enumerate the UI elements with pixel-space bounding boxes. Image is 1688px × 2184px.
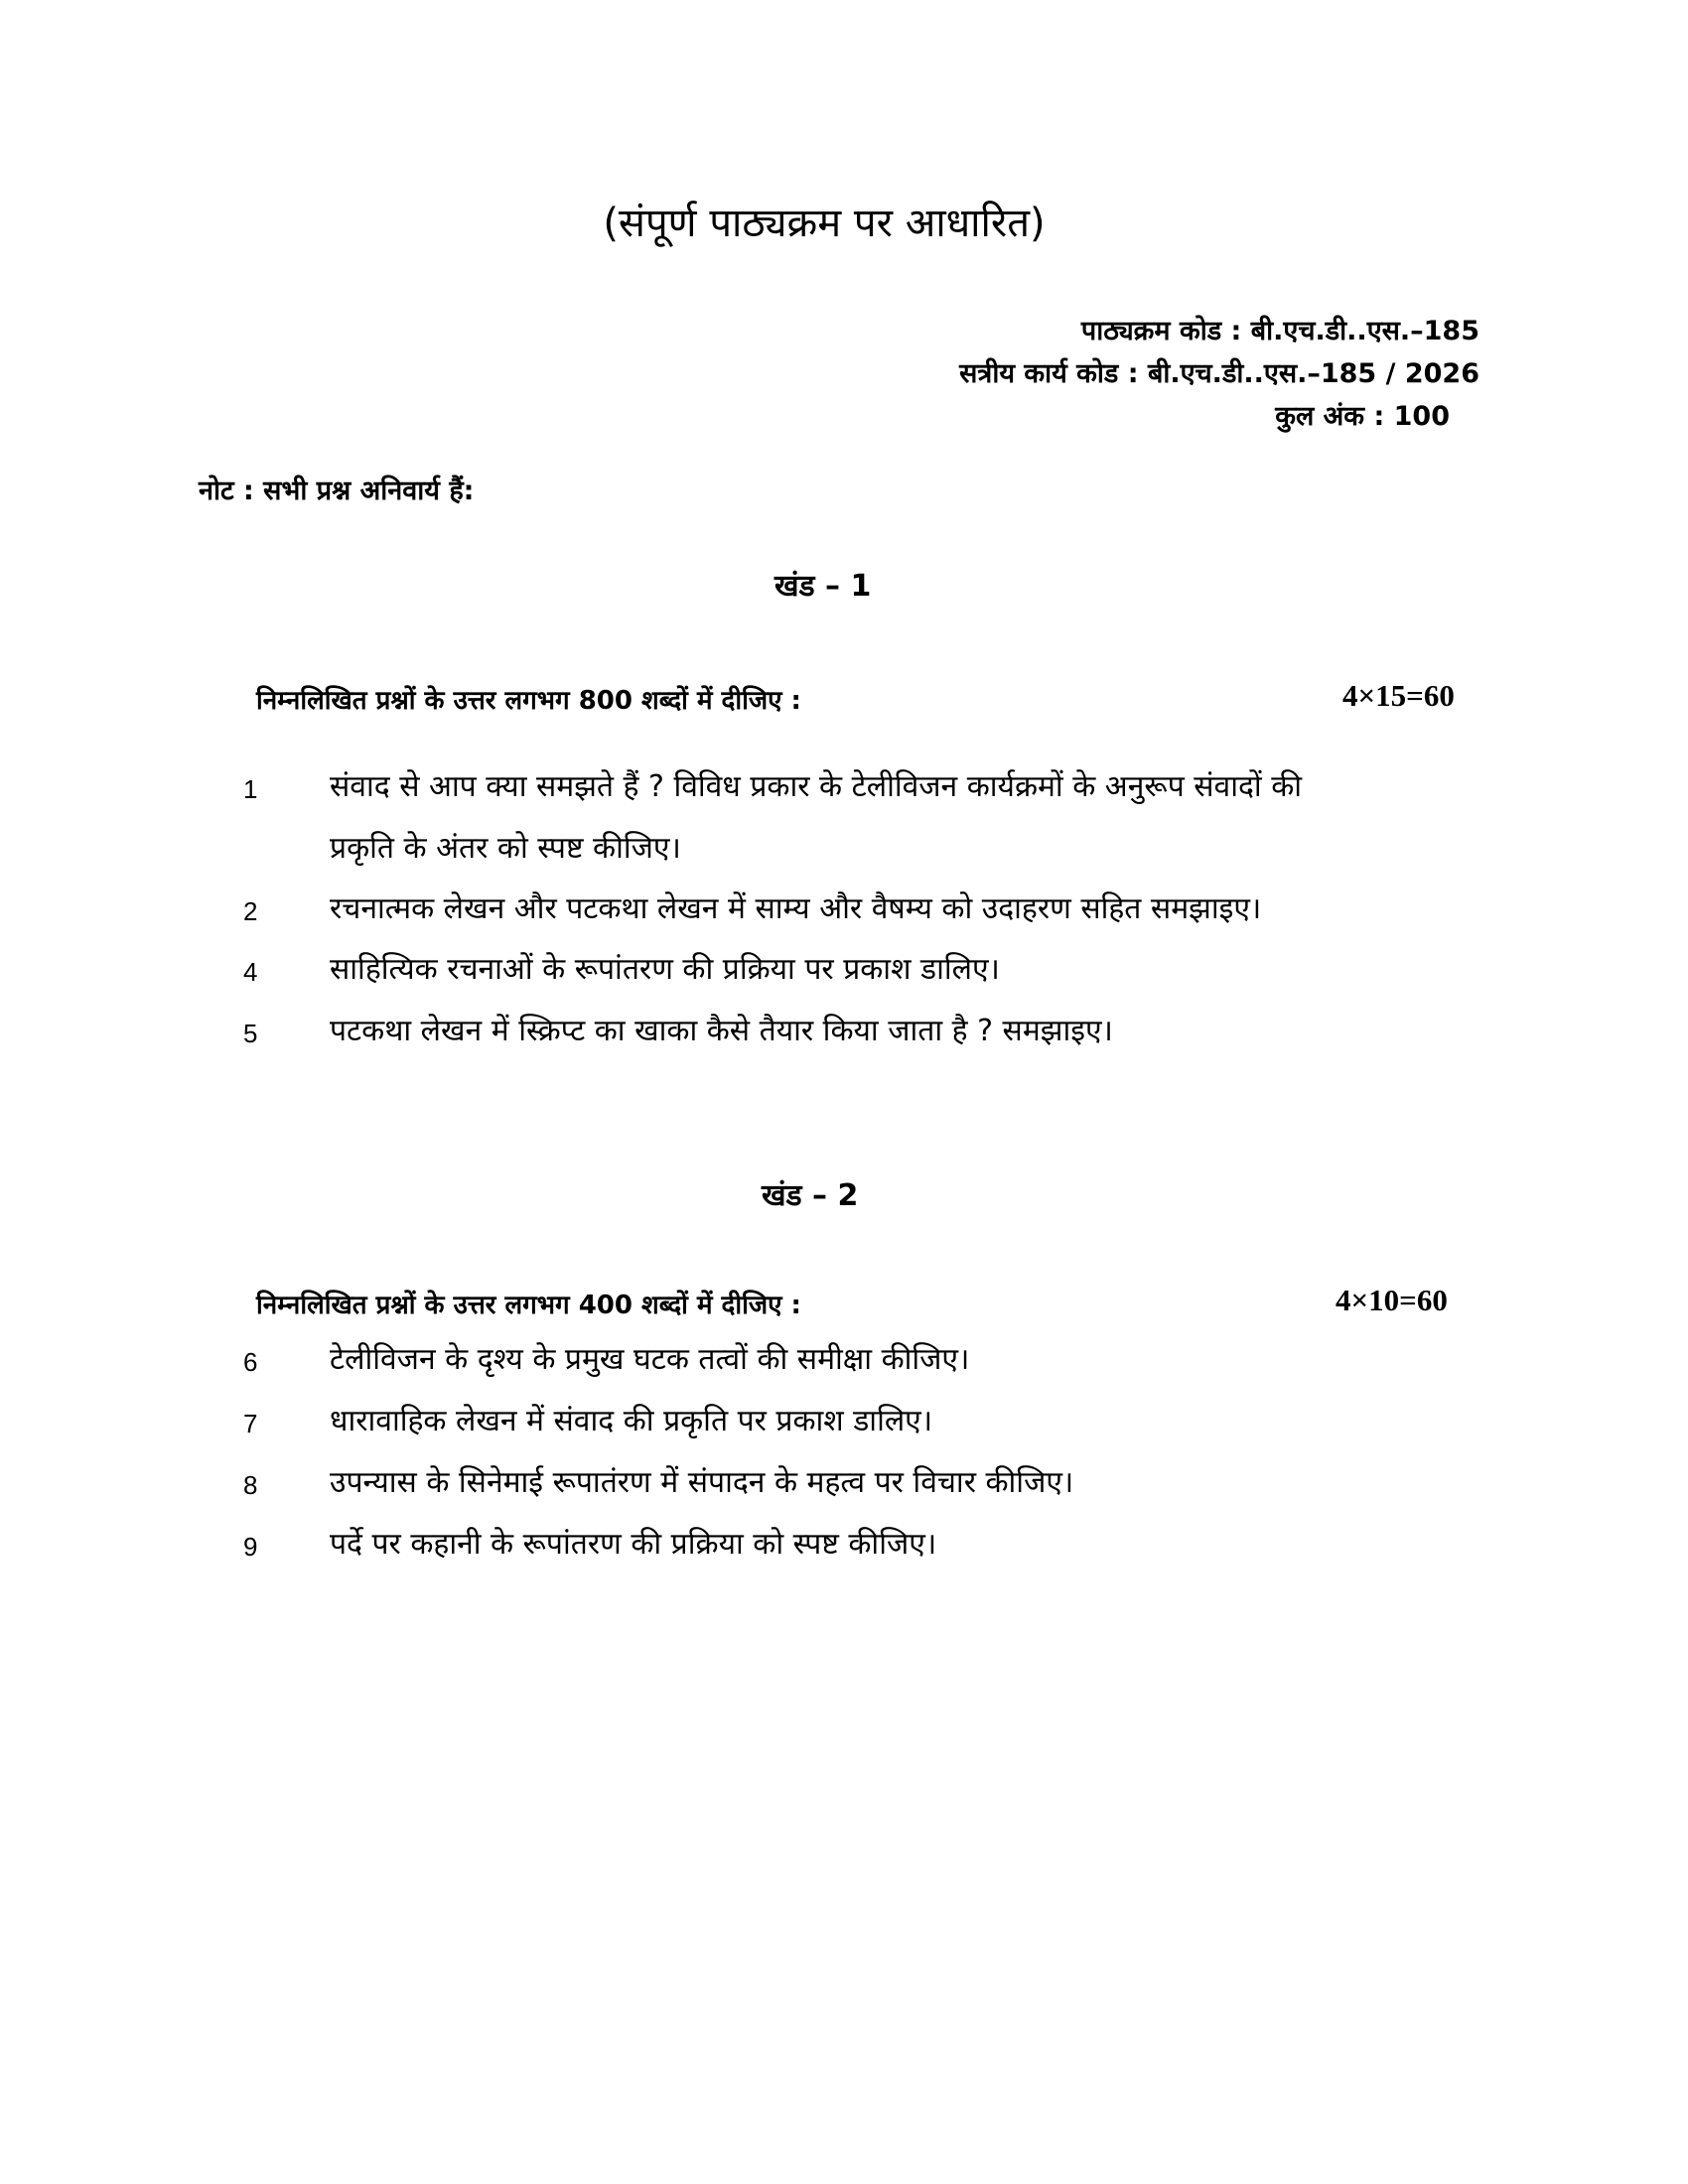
question-text: टेलीविजन के दृश्य के प्रमुख घटक तत्वों की समीक्षा कीजिए। (330, 1342, 970, 1377)
question-number: 1 (243, 774, 258, 804)
section-1-instruction: निम्नलिखित प्रश्नों के उत्तर लगभग 800 शब्दों में दीजिए : (256, 686, 801, 716)
question-text: पर्दे पर कहानी के रूपांतरण की प्रक्रिया को स्पष्ट कीजिए। (330, 1527, 937, 1562)
question-text: उपन्यास के सिनेमाई रूपातंरण में संपादन के महत्व पर विचार कीजिए। (330, 1465, 1074, 1500)
question-number: 4 (243, 957, 258, 987)
total-marks: कुल अंक : 100 (1275, 401, 1450, 432)
section-2-marks: 4×10=60 (1336, 1283, 1448, 1317)
section-2-heading: खंड – 2 (762, 1178, 859, 1213)
question-text: पटकथा लेखन में स्क्रिप्ट का खाका कैसे तैयार किया जाता है ? समझाइए। (330, 1014, 1113, 1048)
section-1-heading: खंड – 1 (774, 569, 872, 604)
section-2-instruction: निम्नलिखित प्रश्नों के उत्तर लगभग 400 शब्दों में दीजिए : (256, 1291, 801, 1320)
question-number: 5 (243, 1019, 258, 1048)
question-number: 9 (243, 1532, 258, 1562)
question-text: साहित्यिक रचनाओं के रूपांतरण की प्रक्रिया पर प्रकाश डालिए। (330, 952, 1000, 987)
question-number: 7 (243, 1409, 258, 1438)
question-text: रचनात्मक लेखन और पटकथा लेखन में साम्य और वैषम्य को उदाहरण सहित समझाइए। (330, 891, 1262, 926)
question-text: संवाद से आप क्या समझते हैं ? विविध प्रकार के टेलीविजन कार्यक्रमों के अनुरूप संवादों की (330, 769, 1303, 804)
question-number: 2 (243, 896, 258, 926)
question-number: 6 (243, 1347, 258, 1377)
question-text-continued: प्रकृति के अंतर को स्पष्ट कीजिए। (330, 831, 681, 866)
note: नोट : सभी प्रश्न अनिवार्य हैं: (199, 476, 475, 506)
section-1-marks: 4×15=60 (1342, 678, 1455, 713)
page-title: (संपूर्ण पाठ्यक्रम पर आधारित) (603, 201, 1046, 246)
assignment-code: सत्रीय कार्य कोड : बी.एच.डी..एस.–185 / 2026 (959, 358, 1479, 389)
question-text: धारावाहिक लेखन में संवाद की प्रकृति पर प्रकाश डालिए। (330, 1404, 933, 1438)
question-number: 8 (243, 1470, 258, 1500)
course-code: पाठ्यक्रम कोड : बी.एच.डी..एस.–185 (1080, 316, 1479, 346)
